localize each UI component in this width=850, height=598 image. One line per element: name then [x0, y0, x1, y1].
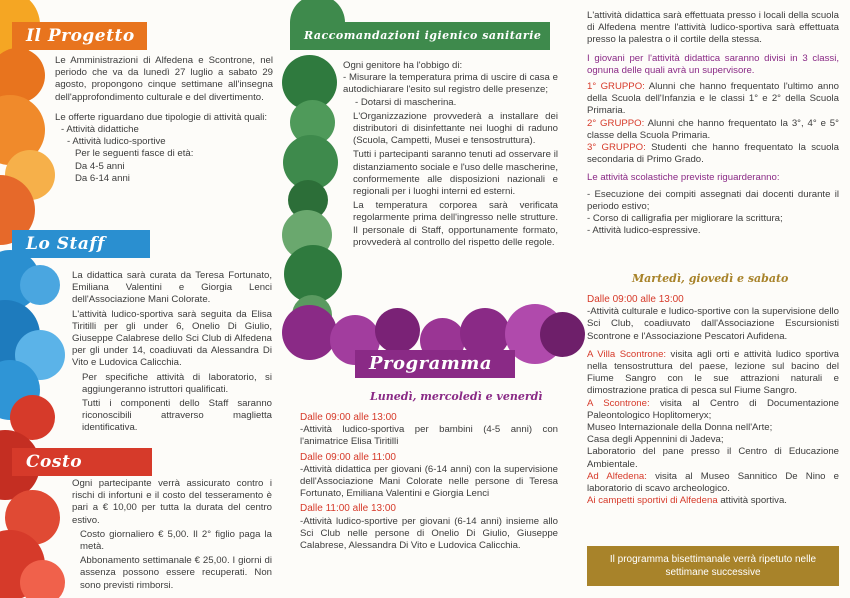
costo-paragraph-2: Costo giornaliero € 5,00. Il 2° figlio paga la metà.: [80, 528, 272, 553]
group-1-label: 1° GRUPPO:: [587, 81, 645, 93]
martedi-subtitle: Martedì, giovedì e sabato: [632, 272, 789, 285]
staff-paragraph-2: L'attività ludico-sportiva sarà seguita da Elisa Tiritilli per gli under 6, Onelio Di Giulio, Giuseppe Calabrese dello Sci Club di Alfedena per gli under 14, coadiuvati da Alessandra Di Vito e Ludovica Calicchia.: [72, 308, 272, 369]
raccomandazioni-title: Raccomandazioni igienico sanitarie: [304, 29, 542, 42]
staff-paragraph-4: Tutti i componenti dello Staff saranno riconoscibili attraverso maglietta identificativa.: [82, 398, 272, 434]
group-3: [587, 142, 839, 166]
scontrone-label: A Scontrone:: [587, 397, 650, 409]
group-2: [587, 118, 839, 142]
raccomandazioni-list-2: - Dotarsi di mascherina.: [355, 96, 457, 108]
group-1: [587, 81, 839, 118]
progetto-text: [55, 55, 273, 185]
time-slot-3: Dalle 11:00 alle 13:00: [300, 503, 396, 515]
progetto-list-2: - Attività ludico-sportive: [67, 136, 166, 148]
staff-paragraph-1: La didattica sarà curata da Teresa Fortunato, Emiliana Valentini e Giorgia Lenci dell'Associazione Mani Colorate.: [72, 270, 272, 306]
activities-list-1: - Esecuzione dei compiti assegnati dai docenti durante il periodo estivo;: [587, 188, 839, 212]
group-3-label: 3° GRUPPO:: [587, 142, 646, 154]
time-slot-2: Dalle 09:00 alle 11:00: [300, 451, 396, 463]
scontrone: [587, 398, 839, 422]
villa-scontrone-label: A Villa Scontrone:: [587, 348, 667, 360]
time-slot-1: Dalle 09:00 alle 13:00: [300, 412, 397, 423]
scontrone-4: Laboratorio del pane presso il Centro di Educazione Ambientale.: [587, 446, 839, 470]
villa-scontrone-text: visita agli orti e attività ludico sportiva nella tensostruttura del paese, lezione sul bacino del Fiume Sangro con le sue attrazioni naturali e dimostrazione pratica di pesca sul Fiume Sangro.: [587, 348, 840, 397]
staff-paragraph-3: Per specifiche attività di laboratorio, si aggiungeranno istruttori qualificati.: [82, 371, 272, 395]
group-2-label: 2° GRUPPO:: [587, 117, 645, 129]
group-3-text: Studenti che hanno frequentato la scuola secondaria di Primo Grado.: [587, 142, 839, 166]
groups-intro: I giovani per l'attività didattica saranno divisi in 3 classi, ognuna delle quali avrà un supervisore.: [587, 52, 839, 76]
progetto-list-5: Da 6-14 anni: [75, 172, 130, 184]
costo-text: [72, 478, 272, 597]
group-1-text: Alunni che hanno frequentato l'ultimo anno della Scuola dell'Infanzia e le classi 1° e 2° della Scuola Primaria.: [587, 81, 839, 117]
progetto-paragraph-2: Le offerte riguardano due tipologie di attività quali:: [55, 111, 268, 123]
raccomandazioni-paragraph-4: La temperatura corporea sarà verificata regolarmente prima dell'ingresso nelle strutture. Il personale di Staff, opportunamente formato, provvederà al controllo del rispetto delle regole.: [353, 200, 558, 248]
activity-1: -Attività ludico-sportiva per bambini (4-5 anni) con l'animatrice Elisa Tiritilli: [300, 424, 558, 448]
costo-title: Costo: [26, 452, 83, 472]
activity-2: -Attività didattica per giovani (6-14 anni) con la supervisione dell'Associazione Mani Colorate nelle persone di Teresa Fortunato, Emiliana Valentini e Giorgia Lenci: [300, 463, 558, 500]
villa-scontrone: [587, 349, 839, 398]
location-paragraph: L'attività didattica sarà effettuata presso i locali della scuola di Alfedena mentre l'attività ludico-sportiva sarà effettuata presso la palestra o il cortile della stessa.: [587, 10, 839, 46]
activity-4: -Attività culturale e ludico-sportive con la supervisione dello Sci Club, coadiuvato dall'Associazione Escursionisti Scontrone e l'Associazione Pescatori Aufidena.: [587, 306, 839, 342]
campetti-text: attività sportiva.: [717, 495, 787, 507]
raccomandazioni-banner: [290, 22, 550, 50]
right-schedule: [587, 294, 839, 507]
alfedena-label: Ad Alfedena:: [587, 470, 647, 482]
progetto-title: Il Progetto: [26, 26, 135, 46]
raccomandazioni-paragraph-1: Ogni genitore ha l'obbigo di:: [343, 60, 463, 71]
campetti: [587, 495, 839, 507]
costo-paragraph-1: Ogni partecipante verrà assicurato contro i rischi di infortuni e il costo del tesseramento è pari a € 10,00 per tutta la durata del centro estivo.: [72, 478, 272, 526]
activities-list-2: - Corso di calligrafia per migliorare la scrittura;: [587, 213, 783, 225]
raccomandazioni-paragraph-2: L'Organizzazione provvederà a installare dei distributori di disinfettante nei luoghi di raduno (Scuola, Campetti, Musei e tensostruttura).: [353, 110, 558, 147]
scontrone-2: Museo Internazionale della Donna nell'Arte;: [587, 422, 773, 434]
costo-banner: [12, 448, 152, 476]
time-slot-4: Dalle 09:00 alle 13:00: [587, 294, 684, 305]
progetto-list-4: Da 4-5 anni: [75, 160, 125, 172]
staff-text: [72, 270, 272, 440]
programma-title: Programma: [369, 353, 493, 374]
group-2-text: Alunni che hanno frequentato la 3°, 4° e 5° classe della Scuola Primaria.: [587, 117, 839, 141]
raccomandazioni-paragraph-3: Tutti i partecipanti saranno tenuti ad osservare il distanziamento sociale e l'uso delle mascherine, conformemente alle disposizioni nazionali e regionali per i luoghi interni ed esterni.: [353, 149, 559, 198]
progetto-list-3: Per le seguenti fasce di età:: [75, 148, 194, 160]
programma-subtitle: Lunedì, mercoledì e venerdì: [370, 390, 543, 403]
staff-title: Lo Staff: [26, 234, 105, 254]
activities-title: Le attività scolastiche previste riguarderanno:: [587, 172, 780, 184]
programma-schedule: [300, 412, 558, 552]
campetti-label: Ai campetti sportivi di Alfedena: [587, 495, 718, 507]
alfedena: [587, 471, 839, 495]
raccomandazioni-list-1: - Misurare la temperatura prima di uscire di casa e autodichiarare l'esito sul registro delle presenze;: [343, 72, 558, 96]
scontrone-text: visita al Centro di Documentazione Paleontologico Hoplitomeryx;: [587, 397, 839, 421]
footer-box: [587, 546, 839, 586]
activities-list-3: - Attività ludico-espressive.: [587, 225, 701, 237]
alfedena-text: visita al Museo Sannitico De Nino e laboratorio di scavo archeologico.: [587, 470, 839, 495]
raccomandazioni-text: [343, 60, 558, 249]
progetto-paragraph-1: Le Amministrazioni di Alfedena e Scontrone, nel periodo che va da lunedì 27 luglio a sabato 29 agosto, propongono cinque settimane all'insegna dell'approfondimento culturale e del divertimento.: [55, 55, 273, 103]
progetto-banner: [12, 22, 147, 50]
programma-banner: [355, 350, 515, 378]
progetto-list-1: - Attività didattiche: [61, 124, 139, 136]
costo-paragraph-3: Abbonamento settimanale € 25,00. I giorni di assenza possono essere recuperati. Non sono previsti rimborsi.: [80, 555, 272, 591]
footer-text: Il programma bisettimanale verrà ripetuto nelle settimane successive: [609, 554, 817, 578]
right-column-text: [587, 10, 839, 237]
activity-3: -Attività ludico-sportive per giovani (6-14 anni) insieme allo Sci Club nelle persone di Onelio Di Giulio, Giuseppe Calabrese, Alessandra Di Vito e Ludovica Calicchia.: [300, 515, 558, 552]
scontrone-3: Casa degli Appennini di Jadeva;: [587, 434, 724, 446]
staff-banner: [12, 230, 150, 258]
